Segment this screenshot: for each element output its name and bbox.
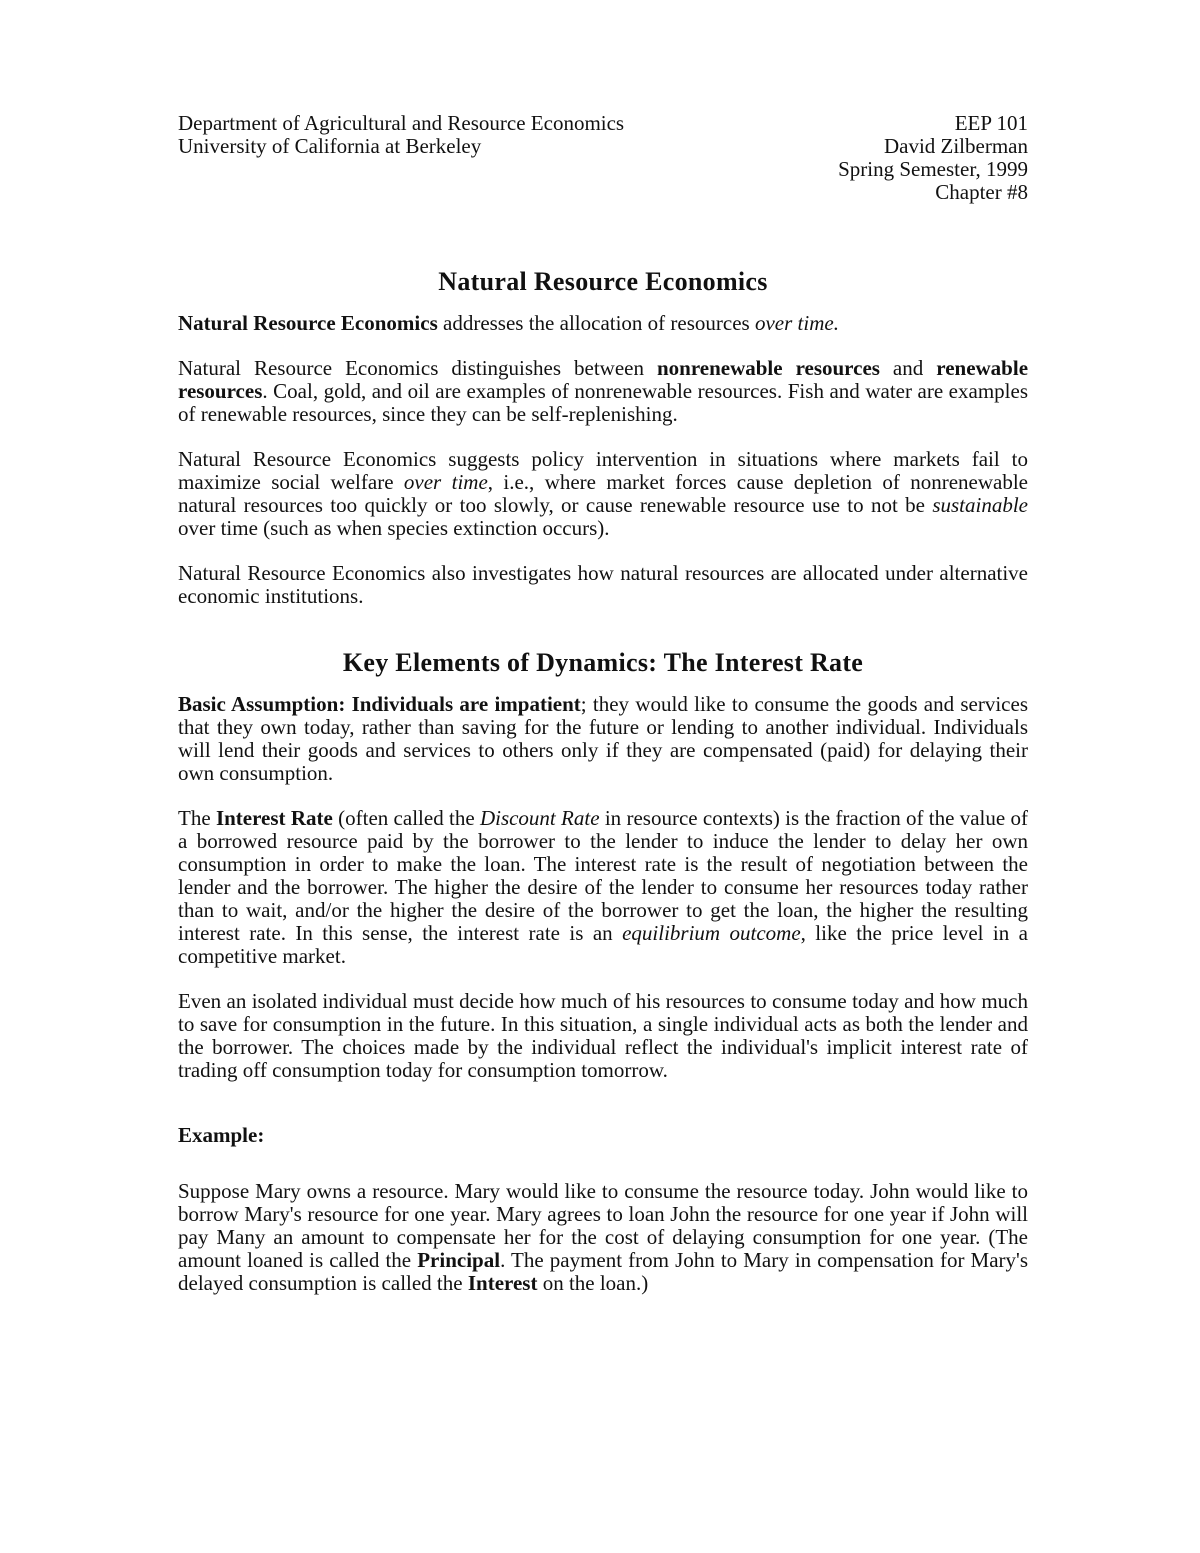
paragraph-institutions: Natural Resource Economics also investigates how natural resources are allocated under alternative economic institutions. <box>178 561 1028 608</box>
bold-term: nonrenewable resources <box>656 356 880 380</box>
paragraph-policy-intervention <box>178 448 1028 540</box>
university-name: University of California at Berkeley <box>178 134 482 158</box>
text-run: ; they would like to consume the goods and services that they own today, rather than saving for the future or lending to another individual. Individuals will lend their goods and services to others only if they are compensated (paid) for delaying their own consumption. <box>178 692 1028 785</box>
header-left <box>178 112 624 204</box>
italic-term: Discount Rate <box>479 806 600 830</box>
text-run: , like the price level in a competitive market. <box>178 921 1028 968</box>
instructor-name: David Zilberman <box>883 134 1028 158</box>
semester: Spring Semester, 1999 <box>838 157 1028 181</box>
document-header <box>178 112 1028 204</box>
text-run: Suppose Mary owns a resource. Mary would like to consume the resource today. John would like to borrow Mary's resource for one year. Mary agrees to loan John the resource for one year if John will pay Many an amount to compensate her for the cost of delaying consumption for one year. (The amount loaned is called the <box>178 1179 1028 1272</box>
bold-term: Natural Resource Economics <box>178 311 438 335</box>
text-run: . The payment from John to Mary in compensation for Mary's delayed consumption is called the <box>178 1248 1029 1295</box>
paragraph-basic-assumption <box>178 693 1028 785</box>
paragraph-resource-types <box>178 357 1028 426</box>
text-run: addresses the allocation of resources <box>437 311 755 335</box>
chapter-number: Chapter #8 <box>935 180 1028 204</box>
department-name: Department of Agricultural and Resource Economics <box>178 111 625 135</box>
text-run: Natural Resource Economics distinguishes between <box>178 356 657 380</box>
text-run: . Coal, gold, and oil are examples of nonrenewable resources. Fish and water are examples of renewable resources, since they can be self-replenishing. <box>178 379 1028 426</box>
section-title-natural-resource-economics: Natural Resource Economics <box>438 267 768 296</box>
text-run: and <box>879 356 937 380</box>
text-run: over time (such as when species extinction occurs). <box>178 516 610 540</box>
paragraph-intro <box>178 312 1028 335</box>
text-run: Natural Resource Economics suggests policy intervention in situations where markets fail to maximize social welfare <box>178 447 1028 494</box>
text-run: (often called the <box>332 806 480 830</box>
bold-term: renewable resources <box>178 356 1029 403</box>
document-page <box>178 112 1028 1295</box>
italic-term: over time. <box>754 311 839 335</box>
bold-term: Interest <box>467 1271 538 1295</box>
text-run: in resource contexts) is the fraction of the value of a borrowed resource paid by the borrower to the lender to induce the lender to delay her own consumption in order to make the loan. The interest rate is the result of negotiation between the lender and the borrower. The higher the desire of the lender to consume her resources today rather than to wait, and/or the higher the desire of the borrower to get the loan, the higher the resulting interest rate. In this sense, the interest rate is an <box>178 806 1028 945</box>
example-heading: Example: <box>178 1123 265 1147</box>
header-right <box>838 112 1028 204</box>
course-code: EEP 101 <box>954 111 1028 135</box>
italic-term: sustainable <box>932 493 1028 517</box>
paragraph-isolated-individual: Even an isolated individual must decide how much of his resources to consume today and how much to save for consumption in the future. In this situation, a single individual acts as both the lender and the borrower. The choices made by the individual reflect the individual's implicit interest rate of trading off consumption today for consumption tomorrow. <box>178 989 1028 1082</box>
bold-term: Basic Assumption: Individuals are impatient <box>178 692 581 716</box>
text-run: on the loan.) <box>537 1271 649 1295</box>
bold-term: Interest Rate <box>215 806 333 830</box>
paragraph-interest-rate-definition <box>178 807 1028 968</box>
section-title-interest-rate: Key Elements of Dynamics: The Interest Rate <box>342 648 864 677</box>
text-run: The <box>178 806 216 830</box>
italic-term: over time <box>403 470 488 494</box>
paragraph-example <box>178 1180 1028 1295</box>
text-run: , i.e., where market forces cause depletion of nonrenewable natural resources too quickly or too slowly, or cause renewable resource use to not be <box>178 470 1028 517</box>
bold-term: Principal <box>417 1248 501 1272</box>
italic-term: equilibrium outcome <box>622 921 801 945</box>
